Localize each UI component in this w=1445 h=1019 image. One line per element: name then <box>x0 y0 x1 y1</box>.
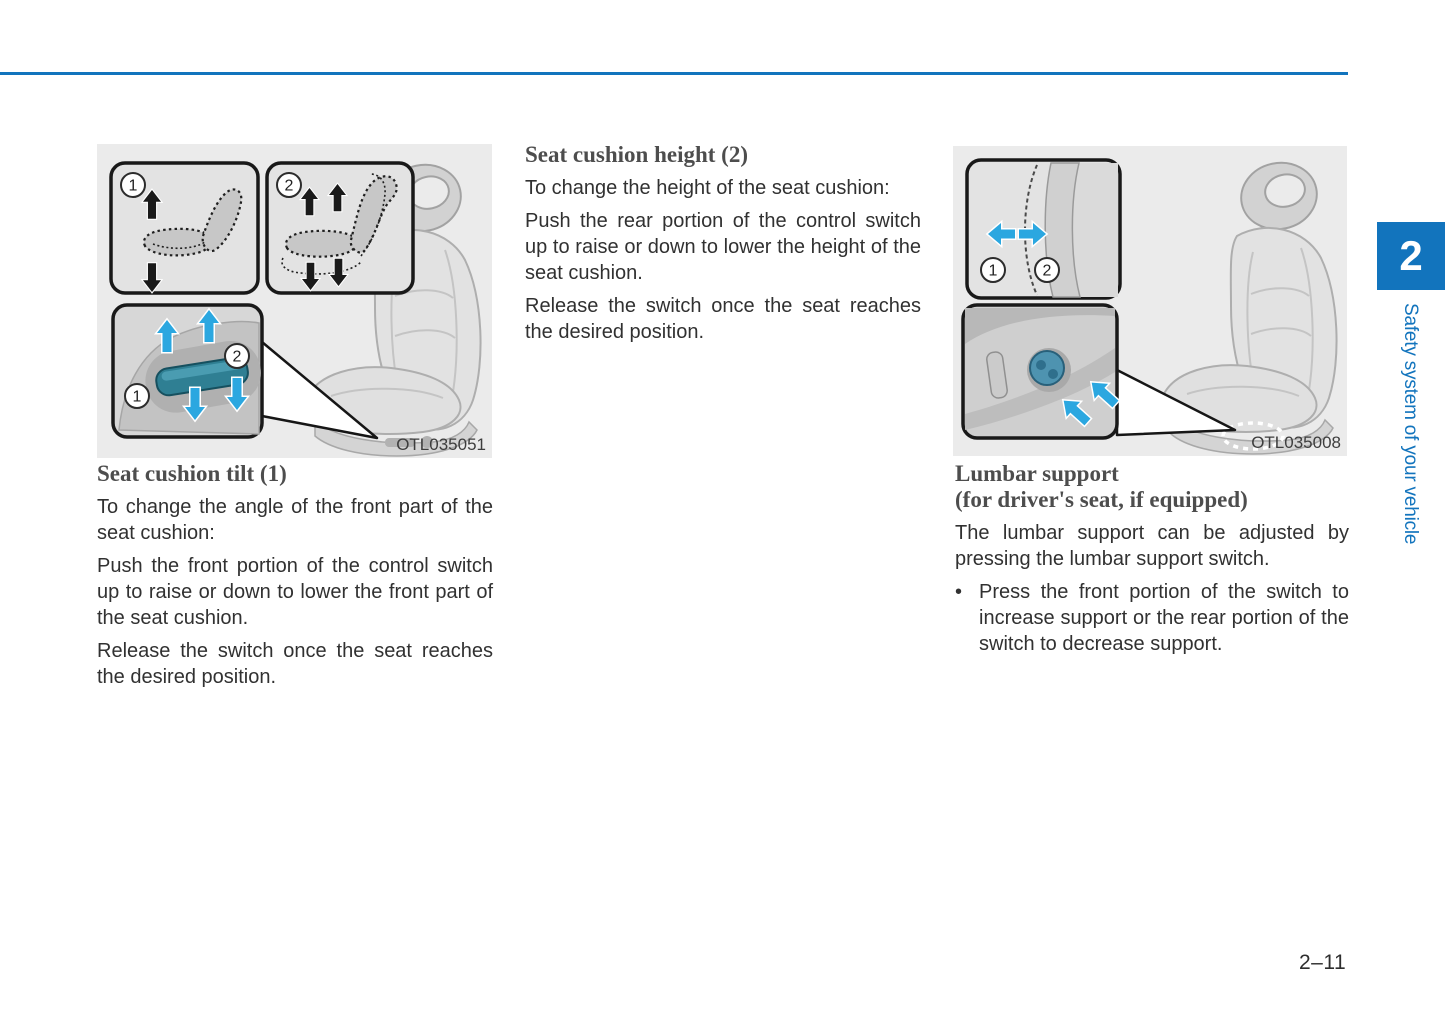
inset-lumbar-switch <box>963 305 1122 438</box>
svg-text:1: 1 <box>132 388 142 406</box>
paragraph: To change the height of the seat cushion: <box>525 177 890 199</box>
seat-cushion-figure-canvas <box>97 144 492 458</box>
inset2-number-badge <box>277 173 301 197</box>
paragraph: Release the switch once the seat reaches the desired position. <box>525 295 921 343</box>
switch-front-badge <box>125 384 149 408</box>
paragraph: Push the rear portion of the control switch up to raise or down to lower the height of the seat cushion. <box>525 210 921 284</box>
heading-line: (for driver's seat, if equipped) <box>955 487 1248 512</box>
figure-seat-cushion-controls <box>97 144 492 458</box>
chapter-number: 2 <box>1399 232 1423 279</box>
section-seat-cushion-tilt <box>97 461 493 697</box>
section-seat-cushion-height <box>525 142 921 352</box>
lumbar-badge-2 <box>1035 258 1059 282</box>
inset-control-switch <box>113 305 266 437</box>
lumbar-switch-knob <box>1030 351 1064 385</box>
svg-text:2: 2 <box>284 177 294 195</box>
heading-lumbar-support <box>955 461 1349 513</box>
lumbar-badge-1 <box>981 258 1005 282</box>
lumbar-figure-canvas <box>953 146 1347 456</box>
svg-text:1: 1 <box>988 262 998 280</box>
section-lumbar-support <box>955 461 1349 664</box>
heading-seat-cushion-height: Seat cushion height (2) <box>525 142 748 167</box>
inset-cushion-height <box>267 163 413 293</box>
paragraph: The lumbar support can be adjusted by pressing the lumbar support switch. <box>955 522 1349 570</box>
heading-line: Lumbar support <box>955 461 1119 486</box>
bullet-text: Press the front portion of the switch to increase support or the rear portion of the switch to decrease support. <box>979 581 1349 655</box>
switch-rear-badge <box>225 344 249 368</box>
chapter-tab <box>1377 222 1445 290</box>
inset-cushion-tilt <box>111 163 258 293</box>
figure-lumbar-support <box>953 146 1347 456</box>
page-number: 2–11 <box>1299 951 1347 974</box>
svg-text:2: 2 <box>1042 262 1052 280</box>
heading-seat-cushion-tilt: Seat cushion tilt (1) <box>97 461 287 486</box>
svg-text:2: 2 <box>232 348 242 366</box>
paragraph: To change the angle of the front part of the seat cushion: <box>97 496 493 544</box>
paragraph: Push the front portion of the control switch up to raise or down to lower the front part of the seat cushion. <box>97 555 493 629</box>
bullet-marker: • <box>955 581 963 603</box>
bullet-item <box>955 579 1349 657</box>
inset-lumbar-directions <box>967 160 1120 298</box>
svg-text:1: 1 <box>128 177 138 195</box>
inset1-number-badge <box>121 173 145 197</box>
header-rule <box>0 72 1348 75</box>
figure-caption: OTL035051 <box>396 435 486 454</box>
paragraph: Release the switch once the seat reaches the desired position. <box>97 640 493 688</box>
sidebar-chapter-title: Safety system of your vehicle <box>1400 303 1421 545</box>
figure-caption: OTL035008 <box>1251 433 1341 452</box>
